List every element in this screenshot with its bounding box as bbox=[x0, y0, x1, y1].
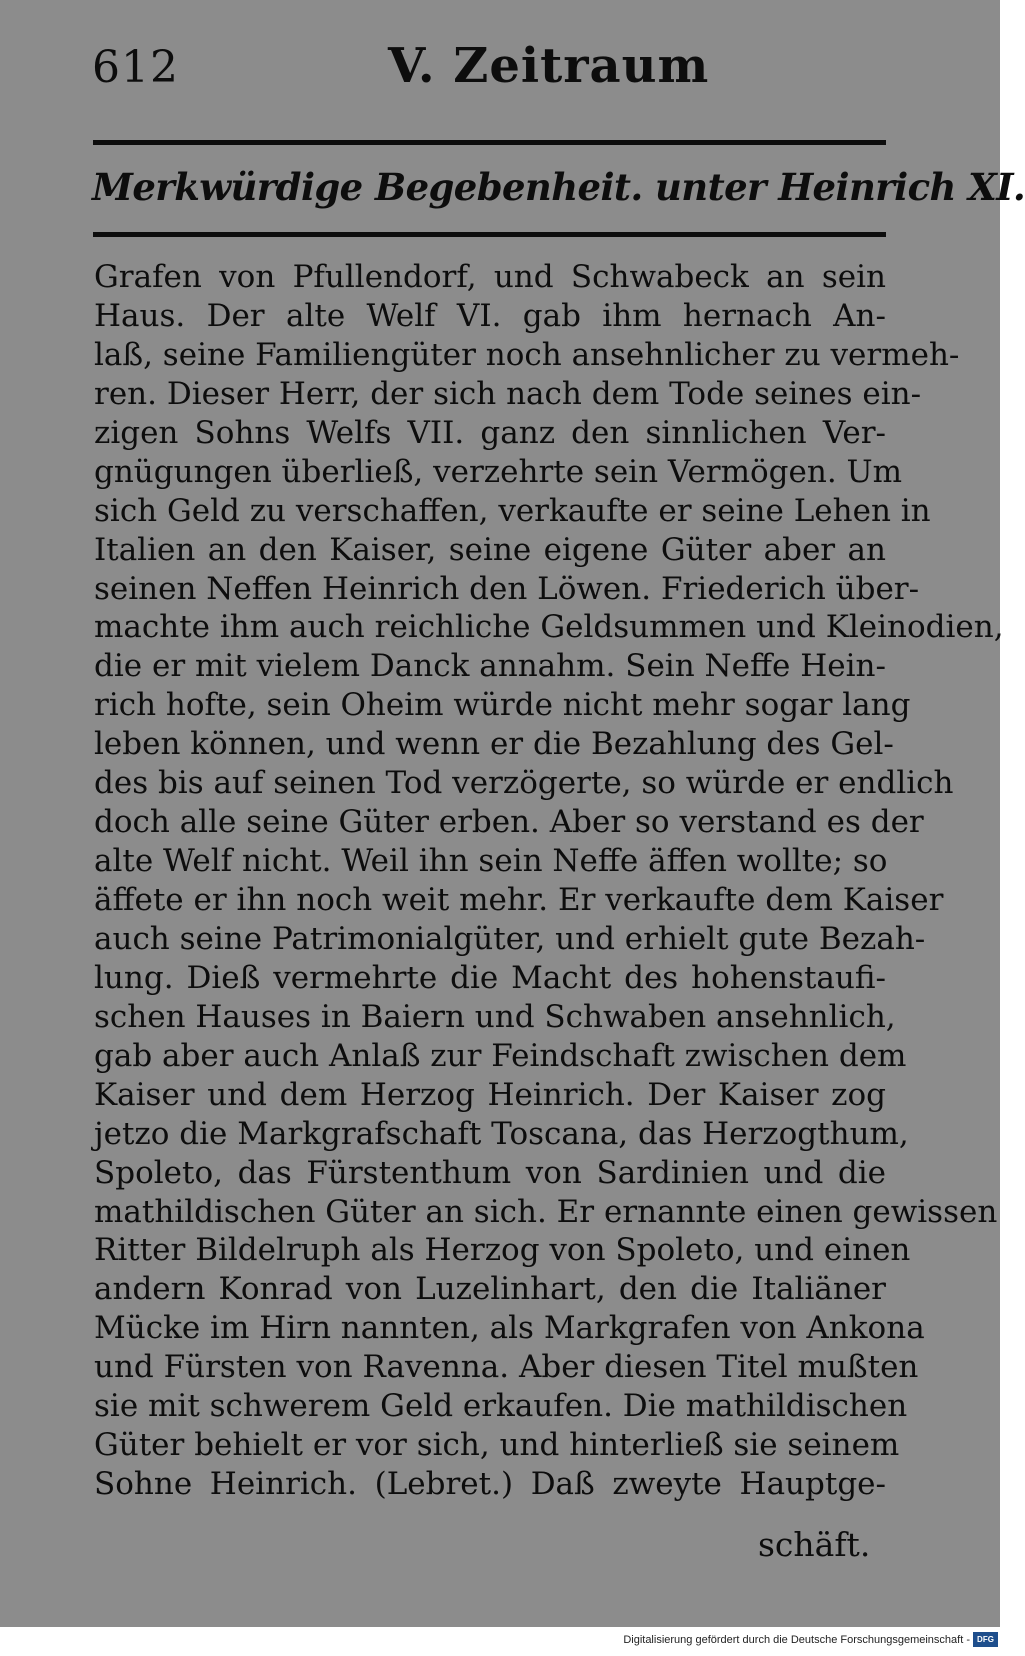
text-line: ren. Dieser Herr, der sich nach dem Tode seines ein- bbox=[94, 375, 922, 412]
bottom-rule bbox=[93, 232, 886, 237]
text-line: rich hofte, sein Oheim würde nicht mehr sogar lang bbox=[94, 687, 911, 724]
text-line: gnügungen überließ, verzehrte sein Vermögen. Um bbox=[94, 453, 903, 490]
text-line: des bis auf seinen Tod verzögerte, so würde er endlich bbox=[94, 765, 954, 802]
text-line: Güter behielt er vor sich, und hinterließ sie seinem bbox=[94, 1427, 900, 1464]
text-line: gab aber auch Anlaß zur Feindschaft zwischen dem bbox=[94, 1037, 907, 1074]
text-line: Mücke im Hirn nannten, als Markgrafen von Ankona bbox=[94, 1310, 925, 1347]
text-line: die er mit vielem Danck annahm. Sein Neffe Hein- bbox=[94, 648, 886, 685]
text-line: Italien an den Kaiser, seine eigene Güter aber an bbox=[94, 531, 886, 568]
footer-bar bbox=[0, 1627, 1000, 1656]
text-line: machte ihm auch reichliche Geldsummen und Kleinodien, bbox=[94, 609, 1004, 646]
body-text bbox=[94, 258, 1004, 1504]
text-line: und Fürsten von Ravenna. Aber diesen Titel mußten bbox=[94, 1349, 919, 1386]
text-line: zigen Sohns Welfs VII. ganz den sinnlichen Ver- bbox=[94, 414, 886, 451]
section-heading: Merkwürdige Begebenheit. unter Heinrich XI. bbox=[92, 165, 1025, 209]
text-line: Spoleto, das Fürstenthum von Sardinien und die bbox=[94, 1154, 886, 1191]
text-line: Grafen von Pfullendorf, und Schwabeck an sein bbox=[94, 259, 886, 295]
text-line: alte Welf nicht. Weil ihn sein Neffe äffen wollte; so bbox=[94, 843, 888, 880]
text-line: leben können, und wenn er die Bezahlung des Gel- bbox=[94, 726, 894, 763]
text-line: auch seine Patrimonialgüter, und erhielt gute Bezah- bbox=[94, 920, 926, 957]
text-line: doch alle seine Güter erben. Aber so verstand es der bbox=[94, 804, 924, 841]
text-line: mathildischen Güter an sich. Er ernannte einen gewissen bbox=[94, 1193, 998, 1230]
page-number: 612 bbox=[92, 42, 179, 93]
top-rule bbox=[93, 140, 886, 145]
text-line: äffete er ihn noch weit mehr. Er verkaufte dem Kaiser bbox=[94, 882, 944, 918]
text-line: jetzo die Markgrafschaft Toscana, das Herzogthum, bbox=[94, 1115, 909, 1152]
text-line: Sohne Heinrich. (Lebret.) Daß zweyte Hauptge- bbox=[94, 1466, 886, 1503]
text-line: schen Hauses in Baiern und Schwaben ansehnlich, bbox=[94, 998, 896, 1035]
text-line: seinen Neffen Heinrich den Löwen. Friederich über- bbox=[94, 570, 920, 607]
text-line: Ritter Bildelruph als Herzog von Spoleto, und einen bbox=[94, 1232, 911, 1269]
page-header bbox=[92, 38, 887, 98]
text-line: sich Geld zu verschaffen, verkaufte er seine Lehen in bbox=[94, 492, 931, 529]
text-line: andern Konrad von Luzelinhart, den die Italiäner bbox=[94, 1271, 886, 1308]
text-line: Haus. Der alte Welf VI. gab ihm hernach An- bbox=[94, 297, 886, 334]
text-line: sie mit schwerem Geld erkaufen. Die mathildischen bbox=[94, 1388, 908, 1425]
footer-credit: Digitalisierung gefördert durch die Deutsche Forschungsgemeinschaft - bbox=[623, 1634, 970, 1646]
catchword: schäft. bbox=[758, 1525, 871, 1564]
text-line: laß, seine Familiengüter noch ansehnlicher zu vermeh- bbox=[94, 336, 960, 373]
running-title: V. Zeitraum bbox=[388, 38, 710, 94]
text-line: Kaiser und dem Herzog Heinrich. Der Kaiser zog bbox=[94, 1076, 886, 1113]
text-line: lung. Dieß vermehrte die Macht des hohenstaufi- bbox=[94, 959, 886, 996]
dfg-logo: DFG bbox=[973, 1632, 998, 1647]
